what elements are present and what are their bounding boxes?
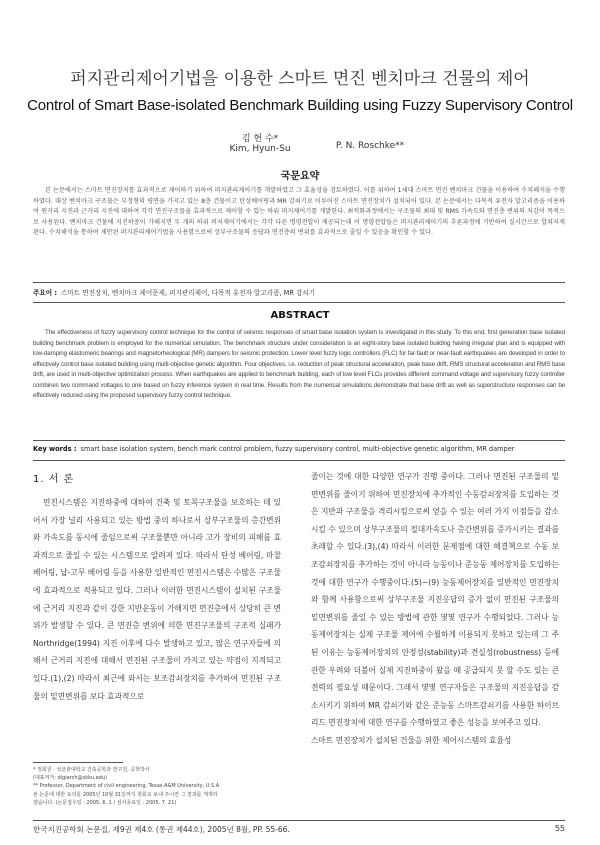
body-column-right: 줄이는 것에 대한 다양한 연구가 진행 중이다. 그러나 면진된 구조물의 밑면변위를 줄이기 위하여 면진장치에 추가적인 수동감쇠장치를 도입하는 것은 지반과 구조물을 격리시킴으로써 얻을 수 있는 여러 가지 이점들을 감소시킬 수 있으며 상부구조물의 절대가속도나 층간변위를 증가시키는 결과를 초래할 수 있다.(3),(4) 따라서 이러한 문제점에 대한 해결책으로 수동 보조감쇠장치를 추가하는 것이 아니라 능동이나 준능동 제어장치를 도입하는 것에 대한 연구가 수행중이다.(5)~(9) 능동제어장치를 일반적인 면진장치와 함께 사용함으로써 상부구조물 지진응답의 증가 없이 면진된 구조물의 밑면변위를 줄일 수 있는 방법에 관한 몇몇 연구가 수행되었다. 그러나 능동제어장치는 실제 구조물 제어에 수월하게 이용되지 못하고 있는데 그 주된 이유는 능동제어장치의 안정성(stability)과 견실성(robustness) 등에 관한 우려와 더불어 실제 지진하중이 왔을 때 공급되지 못 할 수도 있는 큰 전력의 필요성 때문이다. 그래서 몇몇 연구자들은 구조물의 지진응답을 감소시키기 위하여 MR 감쇠기와 같은 준능동 스마트감쇠기를 사용한 하이브리드 면진장치에 대한 연구를 수행하였고 좋은 성능을 보여주고 있다. 스마트 면진장치가 설치된 건물을 위한 제어시스템의 효율성 — [311, 472, 559, 745]
author-1 — [220, 131, 300, 154]
korean-abstract-text: 본 논문에서는 스마트 면진장치를 효과적으로 제어하기 위하여 퍼지관리제어기를 개발하였고 그 효율성을 검토하였다. 이를 위하여 1세대 스마트 면진 벤치마크 건물을 이용하여 수치해석을 수행하였다. 대상 벤치마크 구조물은 부정형의 평면을 가지고 있는 8층 건물이고 탄성베어링과 MR 감쇠기로 이루어진 스마트 면진장치가 설치되어 있다. 본 논문에서는 다목적 유전자 알고리즘을 이용하여 원거리 지진과 근거리 지진에 대하여 각각 면진구조물을 효과적으로 제어할 수 있는 하위 퍼지제어기를 개발한다. 최적화과정에서는 구조물의 최대 및 RMS 가속도와 면진층 변위의 저감이 목적으로 사용된다. 벤치마크 건물에 지진하중이 가해지면 두 개의 하위 퍼지제어기에서는 각각 다른 명령전압이 제공되는데 이 명령전압들은 퍼지관리제어기의 추론과정에 기반하여 실시간으로 합쳐지게 된다. 수치해석을 통하여 제안된 퍼지관리제어기법을 사용함으로써 상부구조물의 응답과 면진층의 변위를 효과적으로 줄일 수 있음을 확인할 수 있다. — [33, 187, 565, 236]
english-keywords-text: smart base isolation system, bench mark control problem, fuzzy supervisory control, multi-objective genetic algorithm, MR damper — [80, 445, 515, 453]
english-abstract-heading: ABSTRACT — [270, 310, 330, 321]
author-2-name-en: P. N. Roschke** — [335, 141, 405, 151]
footnote-line: ** Professor, Department of civil engineering, Texas A&M University, U.S.A — [33, 783, 220, 790]
divider — [33, 440, 565, 441]
footnote-line: * 정회원 · 성균관대학교 건축공학과 연구원, 공학박사 — [33, 767, 150, 773]
paper-title-korean: 퍼지관리제어기법을 이용한 스마트 면진 벤치마크 건물의 제어 — [70, 69, 530, 89]
divider — [33, 302, 565, 303]
paper-title-english: Control of Smart Base-isolated Benchmark Building using Fuzzy Supervisory Control — [27, 97, 573, 114]
author-1-name-ko: 김 현 수* — [241, 134, 279, 144]
author-2 — [325, 141, 415, 151]
korean-keywords-text: 스마트 면진장치, 벤치마크 제어문제, 퍼지관리제어, 다목적 유전자 알고리즘, MR 감쇠기 — [61, 289, 316, 297]
author-1-name-en: Kim, Hyun-Su — [229, 144, 291, 154]
footnote-divider — [33, 762, 123, 763]
footnote-line: 겠습니다. (논문접수일 : 2005. 6. 1 / 심사종료일 : 2005. 7. 21) — [33, 799, 177, 806]
footnote-line: 본 논문에 대한 토의를 2005년 10월 31일까지 학회로 보내 주시면 그 결과를 게재하 — [33, 791, 218, 798]
divider — [33, 460, 565, 461]
page-number: 55 — [554, 824, 565, 833]
korean-keywords-label: 주요어 : — [33, 289, 58, 297]
footer-divider — [33, 820, 565, 821]
body-column-left: 면진시스템은 지진하중에 대하여 건축 및 토목구조물을 보호하는 데 있어서 가장 널리 사용되고 있는 방법 중의 하나로서 상부구조물의 층간변위와 가속도를 동시에 줄임으로써 구조물뿐만 아니라 고가 장비의 피해를 효과적으로 줄일 수 있는 시스템으로 알려져 있다. 따라서 탄성 베어링, 마찰 베어링, 납-고무 베어링 등을 사용한 일반적인 면진시스템은 수많은 구조물에 효과적으로 적용되고 있다. 그러나 이러한 면진시스템이 설치된 구조물에 근거리 지진과 같이 강한 지반운동이 가해지면 면진층에서 상당히 큰 변위가 발생할 수 있다. 큰 면진층 변위에 의한 면진구조물의 구조적 실패가 Northridge(1994) 지진 이후에 다수 발생하고 있고, 많은 연구자들에 의해서 근거리 지진에 대해서 면진된 구조물이 가지고 있는 약점이 지적되고 있다.(1),(2) 따라서 최근에 와서는 보조감쇠장치를 추가하여 면진된 구조물의 밑면변위를 보다 효과적으로 — [33, 498, 281, 701]
footnotes — [33, 766, 283, 807]
divider — [33, 282, 565, 283]
korean-abstract-heading: 국문요약 — [280, 171, 320, 182]
korean-keywords — [33, 287, 565, 297]
english-keywords — [33, 445, 565, 453]
english-abstract-text: The effectiveness of fuzzy supervisory control technique for the control of seismic responses of smart base isolation system is investigated in this study. To this end, first generation base isolated building benchmark problem is employed for the numerical simulation. The benchmark structure under consideration is an eight-story base isolated building having irregular plan and is equipped with low-damping elastomeric bearings and magnetorheological (MR) dampers for seismic protection. Lower level fuzzy logic controllers (FLC) for far-fault or near-fault earthquakes are developed in order to effectively control base isolated building using multi-objective genetic algorithm. Four objectives, i.e. reduction of peak structural acceleration, peak base drift, RMS structural acceleration and RMS base drift, are used in multi-objective optimization process. When earthquakes are applied to benchmark building, each of low level FLCs provides different command voltage and supervisory fuzzy controller combines two command voltages to one based on fuzzy inference system in real time. Results from the numerical simulations demonstrate that base drift as well as superstructure responses can be effectively reduced using the proposed supervisory fuzzy control technique. — [33, 329, 565, 399]
journal-citation: 한국지진공학회 논문집, 제9권 제4호 (통권 제44호), 2005년 8월, PP. 55-66. — [33, 825, 290, 834]
section-heading-introduction: 1. 서 론 — [33, 474, 75, 485]
english-keywords-label: Key words : — [33, 445, 77, 453]
footnote-line: (대표저자: digiarch@skku.edu) — [33, 775, 107, 782]
